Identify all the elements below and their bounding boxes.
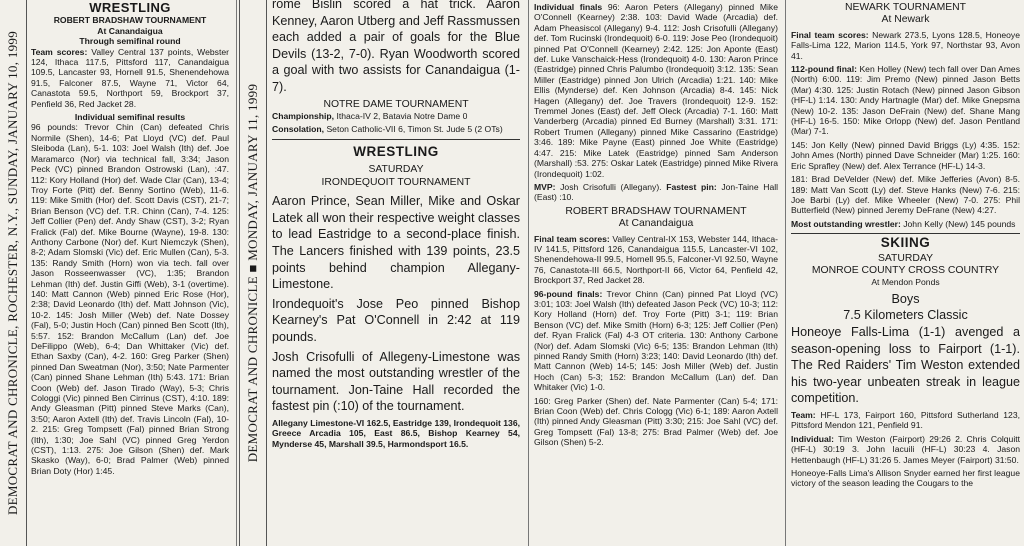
fastest-pin-text: Jon-Taine Hall (East) :10. xyxy=(534,181,779,203)
page-spine-left xyxy=(0,0,27,546)
event-location: At Mendon Ponds xyxy=(871,277,940,288)
semifinal-heading: Individual semifinal results xyxy=(74,112,186,123)
column-bradshaw-semis xyxy=(27,0,233,546)
team-scores: Allegany Limestone-VI 162.5, Eastridge 139, Irondequoit 136, Greece Arcadia 105, East 86.5, Bishop Kearney 54, Mynderse 45, Marshall 39.5, Harmondsport 16.5. xyxy=(272,417,520,449)
consolation-label: Consolation, xyxy=(272,124,325,135)
newark-results-3: 181: Brad DeVelder (New) def. Mike Jefferies (Avon) 8-5. 189: Matt Van Scott (Ly) def. Steve Hanks (New) 7-6. 215: Joe Barbi (Ly) def. Mike Wheeler (New) 7-0. 275: Phil Butterfield (New) pinned Jeremy DeFrane (New) 4:27. xyxy=(791,174,1020,216)
event-title: MONROE COUNTY CROSS COUNTRY xyxy=(811,264,1000,276)
column-divider xyxy=(236,0,237,546)
final-team-scores-label: Final team scores: xyxy=(791,29,869,40)
column-irondequoit-finals xyxy=(530,0,782,546)
spine-dateline-left: DEMOCRAT AND CHRONICLE, ROCHESTER, N.Y., SUNDAY, JANUARY 10, 1999 xyxy=(5,30,20,516)
championship-result xyxy=(272,111,520,121)
story-paragraph: Aaron Prince, Sean Miller, Mike and Oskar Latek all won their respective weight classes to lead Eastridge to a second-place finish. The Lancers finished with 139 points, 23.5 points behind champion Allegany-Limestone. xyxy=(272,194,520,292)
championship-text: Ithaca-IV 2, Batavia Notre Dame 0 xyxy=(336,110,468,121)
event-day: SATURDAY xyxy=(368,164,424,176)
newark-results-label: 112-pound final: xyxy=(791,64,857,75)
bradshaw-finals-text: Trevor Chinn (Can) pinned Pat Lloyd (VC) 3:01; 103: Joel Walsh (Ith) defeated Jason Peck (VC) 10-3; 112: Kory Holland (Horn) def. Troy Forte (Pitt) 3-1; 119: Brian Benson (VC) def. Mike Smith (Horn) 6-3; 125: Jeff Collier (Pen) def. Ryan Fralick (Fal) 4-3 OT criteria. 130: Anthony Carbone (Nor) def. Adam Slomski (Vic) 6-5; 135: Brandon Lehman (Ith) pinned Randy Smith (Horn) 3:23; 140: David Leonardo (Ith) def. Matt Cannon (Web) 14-5; 145: Josh Miller (Web) def. Justin Hoch (Can) 5-3; 152: Brandon McCallum (Lan) def. Dan Whitaker (Vic) 1-0. xyxy=(534,288,778,393)
individual-results-text: Tim Weston (Fairport) 29:26 2. Chris Colquitt (HF-L) 30:19 3. John Iacuili (HF-L) 30:23 4. Jason Hettenbaugh (HF-L) 31:26 5. James Meyer (Fairport) 31:50. xyxy=(791,433,1021,465)
bradshaw-finals-continued: 160: Greg Parker (Shen) def. Nate Parmenter (Can) 5-4; 171: Brian Coon (Web) def. Chris Cologg (Vic) 6-1; 189: Aaron Axtell (Ith) pinned Andy Gleasman (Pitt) 3:30; 215: Joe Sahl (VC) def. Greg Tompsett (Fal) 13-8; 275: Brad Palmer (Web) def. Joe Gilson (Shen) 5-2. xyxy=(534,395,778,448)
spine-dateline-middle: DEMOCRAT AND CHRONICLE ■ MONDAY, JANUARY 11, 1999 xyxy=(245,83,260,463)
section-heading-wrestling: WRESTLING xyxy=(89,0,171,15)
individual-results xyxy=(791,434,1020,465)
column-irondequoit xyxy=(268,0,524,546)
semifinal-results: 96 pounds: Trevor Chin (Can) defeated Chris Normile (Shen), 14-6; Pat Lloyd (VC) def. Paul Sleiboda (Lan), 5-1. 103: Joel Walsh (Ith) def. Joe Maramarco (Nor) via technical fall, 3:34; Jason Peck (VC) pinned Brandon Ostrowski (Lan), :47. 112: Kory Holland (Hor) def. Wade Clar (Can), 13-4; Troy Forte (Pitt) def. Benny Sortino (Web), 11-6. 119: Mike Smith (Hor) def. Scott Davis (CST), 21-7; Brian Benson (VC) def. T.R. Chinn (Can), 7-4. 125: Jeff Collier (Pen) def. Andy Shaw (CST), 3-2; Ryan Fralick (Fal) def. Mike Bourne (Wayne), 19-8. 130: Anthony Carbone (Nor) def. Kurt Niemczyk (Shen), 8-2; Adam Slomski (Vic) def. Eric Mullen (Can), 5-3. 135: Randy Smith (Horn) won via tech. fall over Jason Rosseenwasser (VC), 1:35; Brandon Lehman (Ith) def. Justin Giffi (Web), 3-1 (overtime). 140: Matt Cannon (Web) pinned Eric Rose (Hor), 2:38; David Leonardo (Ith) def. Matt Johnson (Vic), 10-2. 145: Josh Miller (Web) def. Nate Dossey (Fal), 5-0; Justin Hoch (Can) pinned Ben Scott (Ith), 5:57. 152: Brandon McCallum (Lan) def. Joe DeFilippo (Web), 6-4; Dan Whittaker (Vic) def. Ethan Saxby (Can), 4-2. 160: Greg Parker (Shen) pinned Dan Sweatman (Nor), 3:50; Nate Parmenter (Can) pinned Shane Lehman (Ith) 5:43. 171: Brian Coon (Web) def. Jason Tirado (Way), 5-3; Chris Cologgi (Vic) pinned Ben Cirrinus (CST), 4:10. 189: Andy Gleasman (Pitt) pinned Steve Marks (Can), 3:50; Aaron Axtell (Ith) def. Travis Lincoln (Fal), 10-2. 215: Greg Tompsett (Fal) pinned Brian Strong (Ith), 1:30; Joe Sahl (VC) pinned Greg Yerdon (CST), 1:13. 275: Joe Gilson (Shen) def. Mark Skasko (Way), 6-0; Brad Palmer (Web) pinned Brian Doty (Hor) 1:45. xyxy=(31,122,229,476)
team-results-label: Team: xyxy=(791,409,816,420)
final-team-scores xyxy=(534,234,778,286)
story-paragraph: Honeoye Falls-Lima (1-1) avenged a season-opening loss to Fairport (1-1). The Red Raiders' Tim Weston extended his two-year unbeaten streak in league competition. xyxy=(791,324,1020,406)
column-divider xyxy=(528,0,529,546)
story-paragraph: Irondequoit's Jose Peo pinned Bishop Kearney's Pat O'Connell in 2:42 at 119 pounds. xyxy=(272,296,520,344)
individual-results-label: Individual: xyxy=(791,433,834,444)
mvp-label: MVP: xyxy=(534,181,556,192)
section-heading-wrestling: WRESTLING xyxy=(353,143,439,159)
newark-results-text: Ken Holley (New) tech fall over Dan Ames (North) 6:00. 119: Jim Premo (New) pinned Jason Betts (Mar) 4:30. 125: Justin Rotach (New) pinned Jason Gibson (HF-L) 1:14. 130: Andy Hartnagle (Mar) def. Mike Gnepsma (New) 10-2. 135: Jason DeFrain (New) def. Shane Mang (HF-L) 16-5. 150: Mike Orlopp (New) def. Jason Pentland (Mar) 7-1. xyxy=(791,64,1020,137)
awards xyxy=(534,182,778,203)
bradshaw-finals xyxy=(534,289,778,393)
most-outstanding-label: Most outstanding wrestler: xyxy=(791,218,901,229)
newark-results-2: 145: Jon Kelly (New) pinned David Briggs (Ly) 4:35. 152: John Ames (North) pinned Dave Schneider (Mar) 1:25. 160: Eric Sprafley (New) def. Alex Terrance (HF-L) 14-3. xyxy=(791,139,1020,171)
section-rule xyxy=(272,139,520,140)
tournament-title: ROBERT BRADSHAW TOURNAMENT xyxy=(53,15,207,26)
notre-dame-title: NOTRE DAME TOURNAMENT xyxy=(323,98,469,110)
fastest-pin-label: Fastest pin: xyxy=(666,181,717,192)
column-newark-skiing xyxy=(787,0,1024,546)
story-paragraph: Honeoye-Falls Lima's Allison Snyder earned her first league victory of the season leading the Cougars to the xyxy=(791,467,1020,489)
tournament-title: IRONDEQUOIT TOURNAMENT xyxy=(321,176,471,188)
section-rule xyxy=(791,233,1020,234)
section-heading-skiing: SKIING xyxy=(880,235,931,251)
final-team-scores-text: Newark 273.5, Lyons 128.5, Honeoye Falls-Lima 122, Marion 114.5, York 97, Northstar 93, Avon 41. xyxy=(791,29,1020,61)
hockey-lead-paragraph: rome Bislin scored a hat trick. Aaron Kenney, Aaron Utberg and Jeff Rassmussen each added a pair of goals for the Blue Devils (13-2, 7-0). Ryan Woodworth scored a goal with two assists for Canandaigua (1-7). xyxy=(272,0,520,94)
individual-finals-text: 96: Aaron Peters (Allegany) pinned Mike O'Connell (Kearney) 2:38. 103: David Wade (Arcadia) def. Adam Pheasiscol (Allegany) 9-4. 112: Josh Crisofulli (Allegany) def. Tom Rucinski (Irondequoit) 6-0. 119: Jose Peo (Irondequoit) pinned Pat O'Connell (Kearney) 2:42. 125: Jon Aponte (East) def. Luke Vanschaick-Hess (Irondequoit) 4-0. 130: Aaron Prince (Eastridge) pinned Chris Palumbo (Irondequoit) 3:12. 135: Sean Miller (Eastridge) pinned Jon Ulrich (Arcadia) 1:21. 140: Mike Ellis (Mynderse) def. Ken Johnson (Arcadia) 8-4. 145: Nick Hagen (Allegany) def. Joe Travers (Irondequoit) 12-9. 152: Tremmel Jones (East) def. Jeff Oleck (Arcadia) 7-1. 160: Matt Vanderberg (Arcadia) pinned Ed Burney (Marshall) 3:31. 171: Robert Trumen (Allegany) pinned Mike Cassarino (Eastridge) 3:46. 189: Mike Payne (East) pinned Joe White (Eastridge) 4:47. 215: Mike Latek (Eastridge) pinned Sam Anderson (Marshall) :53. 275: Oskar Latek (Eastridge) pinned Mike Rivera (Irondequoit) 1:02. xyxy=(534,2,778,179)
team-scores-label: Team scores: xyxy=(31,46,88,57)
individual-finals xyxy=(534,2,778,179)
tournament-round: Through semifinal round xyxy=(79,36,181,47)
most-outstanding-text: John Kelly (New) 145 pounds xyxy=(903,218,1016,229)
team-scores-text: Valley Central 137 points, Webster 124, Ithaca 117.5, Pittsford 117, Canandaigua 109.5, Lancaster 93, Hornell 91.5, Shenendehowa 91.5, Falconer 87.5, Wayne 71, Victor 64, Canastota 59.5, Northport 59, Brockport 37, Penfield 36, Red Jacket 28. xyxy=(31,46,229,109)
individual-finals-label: Individual finals xyxy=(534,2,603,12)
consolation-text: Seton Catholic-VII 6, Timon St. Jude 5 (2 OTs) xyxy=(326,124,503,135)
page-spine-middle xyxy=(239,0,267,546)
column-divider xyxy=(785,0,786,546)
most-outstanding-wrestler xyxy=(791,219,1020,229)
tournament-location: At Canandaigua xyxy=(618,218,694,230)
tournament-title: ROBERT BRADSHAW TOURNAMENT xyxy=(565,205,747,217)
team-results-text: HF-L 173, Fairport 160, Pittsford Sutherland 123, Pittsford Mendon 121, Penfield 91. xyxy=(791,409,1020,431)
race-distance: 7.5 Kilometers Classic xyxy=(843,308,968,323)
team-scores xyxy=(31,47,229,109)
bradshaw-finals-label: 96-pound finals: xyxy=(534,288,603,299)
final-team-scores-label: Final team scores: xyxy=(534,233,610,244)
division-label: Boys xyxy=(891,291,920,306)
mvp-text: Josh Crisofulli (Allegany). xyxy=(560,181,662,192)
team-results xyxy=(791,410,1020,431)
tournament-location: At Newark xyxy=(881,14,930,26)
consolation-result xyxy=(272,124,520,134)
tournament-title: NEWARK TOURNAMENT xyxy=(844,2,967,13)
championship-label: Championship, xyxy=(272,110,335,121)
tournament-location: At Canandaigua xyxy=(97,25,163,36)
event-day: SATURDAY xyxy=(877,252,934,264)
newark-results xyxy=(791,64,1020,137)
story-paragraph: Josh Crisofulli of Allegeny-Limestone was named the most outstanding wrestler of the tournament. Jon-Taine Hall recorded the fastest pin (:10) of the tournament. xyxy=(272,349,520,414)
final-team-scores-text: Valley Central-IX 153, Webster 144, Ithaca-IV 141.5, Pittsford 126, Canandaigua 115.5, Lancaster-VI 102, Shenendehowa-II 99.5, Hornell 95.5, Falconer-VI 92.50, Wayne 76, Canastota-III 66.5, Northport-II 66, Victor 64, Penfield 42, Brockport 37, Red Jacket 28. xyxy=(534,233,778,286)
final-team-scores xyxy=(791,30,1020,61)
